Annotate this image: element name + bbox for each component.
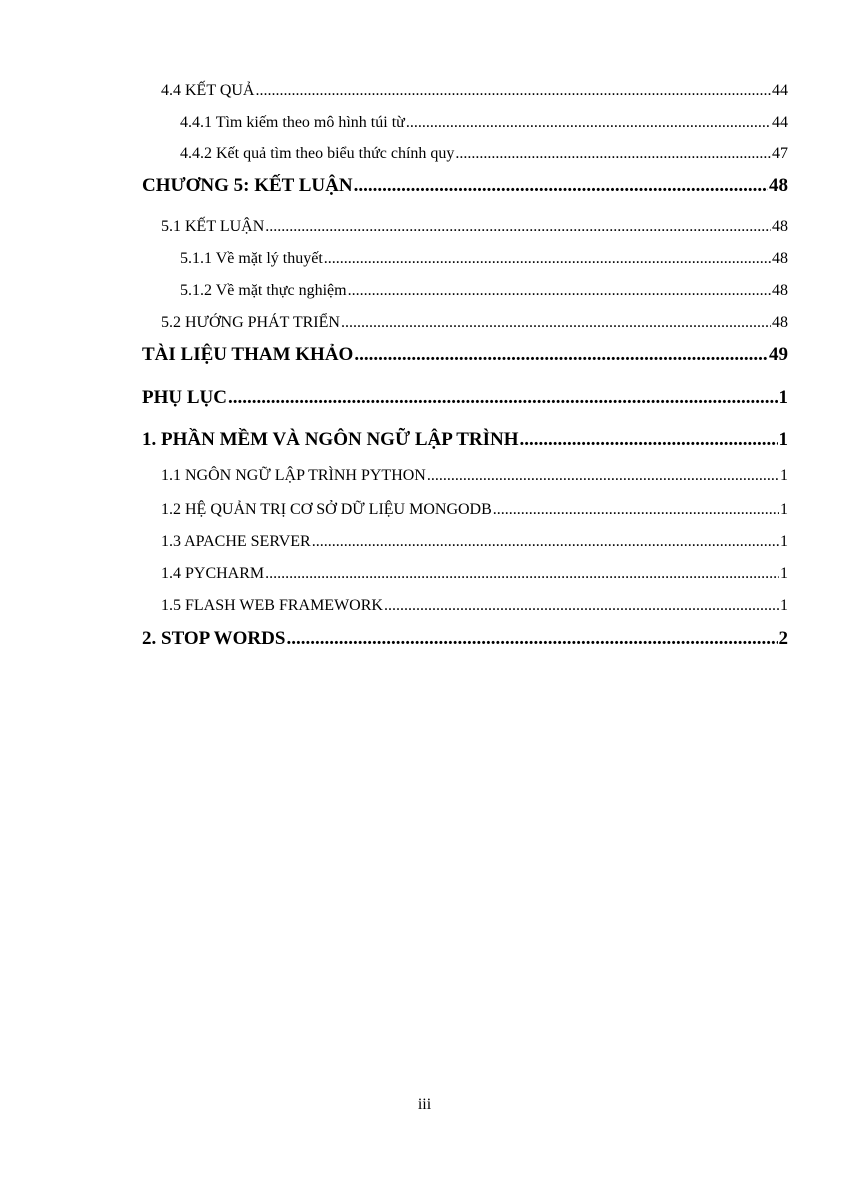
toc-entry-page: 48 <box>769 175 788 196</box>
toc-entry-page: 1 <box>778 387 788 408</box>
toc-entry-stop-words[interactable] <box>142 628 788 650</box>
toc-entry-4-4-2[interactable] <box>180 145 788 163</box>
toc-entry-title: 5.1.2 Về mặt thực nghiệm <box>180 282 347 299</box>
toc-entry-page: 48 <box>772 250 788 267</box>
dot-leader <box>265 218 771 236</box>
toc-entry-title: 1.2 HỆ QUẢN TRỊ CƠ SỞ DỮ LIỆU MONGODB <box>161 501 492 518</box>
page-number: iii <box>417 1096 432 1113</box>
toc-entry-title: 1. PHẦN MỀM VÀ NGÔN NGỮ LẬP TRÌNH <box>142 429 519 450</box>
toc-entry-1-1[interactable] <box>161 467 788 485</box>
toc-entry-5-1-2[interactable] <box>180 282 788 300</box>
dot-leader <box>455 145 771 163</box>
toc-entry-1-3[interactable] <box>161 533 788 551</box>
dot-leader <box>384 597 779 615</box>
toc-entry-title: 1.1 NGÔN NGỮ LẬP TRÌNH PYTHON <box>161 467 426 484</box>
dot-leader <box>341 314 771 332</box>
dot-leader <box>519 429 777 451</box>
toc-entry-page: 1 <box>778 429 788 450</box>
toc-entry-5-1-1[interactable] <box>180 250 788 268</box>
toc-entry-title: 1.4 PYCHARM <box>161 565 265 582</box>
toc-entry-title: PHỤ LỤC <box>142 387 227 408</box>
toc-entry-tai-lieu-tham-khao[interactable] <box>142 344 788 366</box>
toc-entry-1-4[interactable] <box>161 565 788 583</box>
toc-entry-title: 4.4 KẾT QUẢ <box>161 82 255 99</box>
toc-entry-phan-mem[interactable] <box>142 429 788 451</box>
toc-entry-page: 44 <box>772 82 788 99</box>
toc-entry-title: 5.1.1 Về mặt lý thuyết <box>180 250 323 267</box>
toc-entry-title: 5.2 HƯỚNG PHÁT TRIỂN <box>161 314 340 331</box>
toc-entry-title: TÀI LIỆU THAM KHẢO <box>142 344 354 365</box>
toc-entry-title: CHƯƠNG 5: KẾT LUẬN <box>142 175 353 196</box>
toc-entry-title: 1.5 FLASH WEB FRAMEWORK <box>161 597 383 614</box>
toc-entry-title: 4.4.1 Tìm kiếm theo mô hình túi từ <box>180 114 405 131</box>
dot-leader <box>228 387 778 409</box>
toc-entry-page: 1 <box>780 565 788 582</box>
toc-entry-page: 1 <box>780 533 788 550</box>
dot-leader <box>348 282 771 300</box>
toc-entry-5-1[interactable] <box>161 218 788 236</box>
toc-entry-5-2[interactable] <box>161 314 788 332</box>
toc-entry-page: 44 <box>772 114 788 131</box>
dot-leader <box>493 501 779 519</box>
toc-entry-title: 5.1 KẾT LUẬN <box>161 218 265 235</box>
toc-entry-page: 48 <box>772 282 788 299</box>
toc-entry-chuong-5[interactable] <box>142 175 788 197</box>
toc-entry-page: 47 <box>772 145 788 162</box>
dot-leader <box>406 114 771 132</box>
dot-leader <box>312 533 779 551</box>
dot-leader <box>265 565 779 583</box>
toc-entry-4-4-1[interactable] <box>180 114 788 132</box>
toc-entry-phu-luc[interactable] <box>142 387 788 409</box>
toc-entry-page: 48 <box>772 218 788 235</box>
toc-entry-4-4[interactable] <box>161 82 788 100</box>
toc-entry-page: 49 <box>769 344 788 365</box>
toc-entry-page: 1 <box>780 501 788 518</box>
dot-leader <box>427 467 779 485</box>
toc-entry-title: 1.3 APACHE SERVER <box>161 533 311 550</box>
toc-entry-title: 4.4.2 Kết quả tìm theo biểu thức chính quy <box>180 145 455 162</box>
toc-entry-page: 1 <box>780 467 788 484</box>
dot-leader <box>286 628 777 650</box>
toc-entry-title: 2. STOP WORDS <box>142 628 286 649</box>
toc-entry-page: 2 <box>778 628 788 649</box>
dot-leader <box>324 250 771 268</box>
toc-entry-1-5[interactable] <box>161 597 788 615</box>
toc-entry-1-2[interactable] <box>161 501 788 519</box>
dot-leader <box>354 175 768 197</box>
dot-leader <box>354 344 768 366</box>
toc-entry-page: 1 <box>780 597 788 614</box>
toc-entry-page: 48 <box>772 314 788 331</box>
dot-leader <box>255 82 771 100</box>
